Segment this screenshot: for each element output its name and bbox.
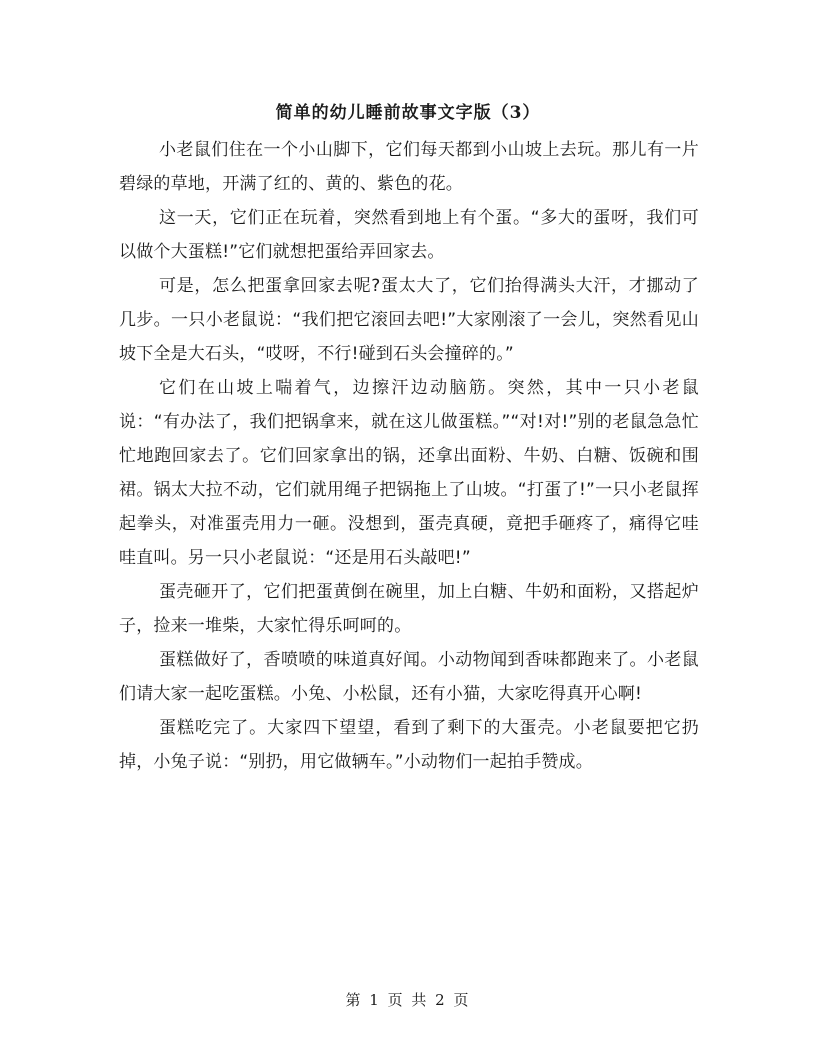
paragraph-1: 小老鼠们住在一个小山脚下，它们每天都到小山坡上去玩。那儿有一片碧绿的草地，开满了红的、黄的、紫色的花。 — [119, 140, 699, 194]
document-title: 简单的幼儿睡前故事文字版（3） — [275, 103, 541, 123]
paragraph-5: 蛋壳砸开了，它们把蛋黄倒在碗里，加上白糖、牛奶和面粉，又搭起炉子，捡来一堆柴，大家忙得乐呵呵的。 — [119, 582, 699, 636]
paragraph-7: 蛋糕吃完了。大家四下望望，看到了剩下的大蛋壳。小老鼠要把它扔掉，小兔子说：“别扔，用它做辆车。”小动物们一起拍手赞成。 — [119, 718, 699, 772]
paragraph-4: 它们在山坡上喘着气，边擦汗边动脑筋。突然，其中一只小老鼠说：“有办法了，我们把锅拿来，就在这儿做蛋糕。”“对!对!”别的老鼠急急忙忙地跑回家去了。它们回家拿出的锅，还拿出面粉、牛奶、白糖、饭碗和围裙。锅太大拉不动，它们就用绳子把锅拖上了山坡。“打蛋了!”一只小老鼠挥起拳头，对准蛋壳用力一砸。没想到，蛋壳真硬，竟把手砸疼了，痛得它哇哇直叫。另一只小老鼠说：“还是用石头敲吧!” — [119, 378, 699, 568]
paragraph-6: 蛋糕做好了，香喷喷的味道真好闻。小动物闻到香味都跑来了。小老鼠们请大家一起吃蛋糕。小兔、小松鼠，还有小猫，大家吃得真开心啊! — [119, 650, 699, 704]
paragraph-3: 可是，怎么把蛋拿回家去呢?蛋太大了，它们抬得满头大汗，才挪动了几步。一只小老鼠说：“我们把它滚回去吧!”大家刚滚了一会儿，突然看见山坡下全是大石头，“哎呀，不行!碰到石头会撞碎的。” — [119, 276, 699, 364]
paragraph-2: 这一天，它们正在玩着，突然看到地上有个蛋。“多大的蛋呀，我们可以做个大蛋糕!”它们就想把蛋给弄回家去。 — [119, 208, 699, 262]
document-body — [119, 133, 699, 779]
page-footer: 第 1 页 共 2 页 — [345, 991, 471, 1009]
